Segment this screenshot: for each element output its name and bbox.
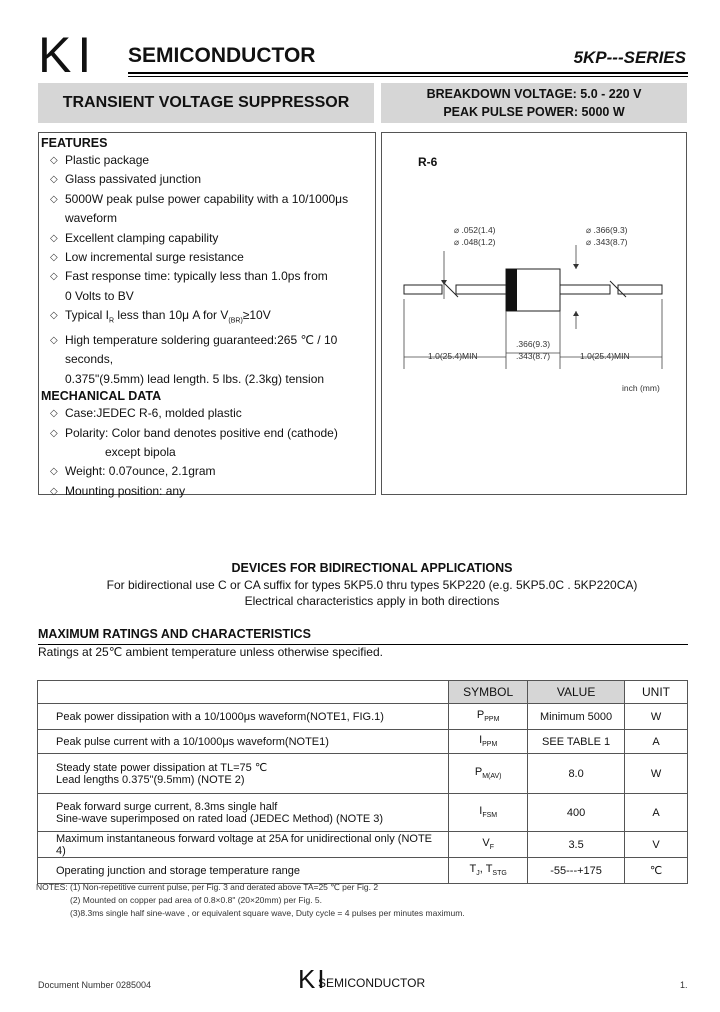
table-row: Steady state power dissipation at TL=75 ℃ Lead lengths 0.375"(9.5mm) (NOTE 2) $P_{M(AV)}$ 8.0 W (38, 754, 688, 794)
product-title: TRANSIENT VOLTAGE SUPPRESSOR (62, 94, 350, 111)
list-item: ◇ Low incremental surge resistance (41, 248, 371, 267)
left-lead-shape (404, 285, 442, 294)
list-item: ◇ Mounting position: any (41, 482, 371, 501)
symbol-header: SYMBOL (449, 681, 528, 704)
page-number: 1. (680, 980, 688, 990)
list-item: ◇ Fast response time: typically less than 1.0ps from (41, 267, 371, 286)
diamond-bullet-icon: ◇ (50, 271, 58, 283)
diamond-bullet-icon: ◇ (50, 466, 58, 478)
table-row: Maximum instantaneous forward voltage at 25A for unidirectional only (NOTE 4) $V_F$ 3.5 V (38, 832, 688, 858)
right-lead-shape-2 (618, 285, 662, 294)
unit-header: UNIT (625, 681, 688, 704)
diamond-bullet-icon: ◇ (50, 174, 58, 186)
features-title: FEATURES (41, 136, 108, 150)
list-item-continued: except bipola (105, 445, 176, 460)
right-lead-length: 1.0(25.4)MIN (580, 351, 630, 361)
left-lead-length: 1.0(25.4)MIN (428, 351, 478, 361)
table-row: Peak pulse current with a 10/1000μs waveform(NOTE1) $I_{PPM}$ SEE TABLE 1 A (38, 730, 688, 754)
mechanical-title: MECHANICAL DATA (41, 389, 162, 404)
list-item: ◇ Excellent clamping capability (41, 229, 371, 248)
footer-logo: KI (298, 964, 327, 994)
diamond-bullet-icon: ◇ (50, 335, 58, 347)
bidirectional-title: DEVICES FOR BIDIRECTIONAL APPLICATIONS (231, 561, 513, 575)
list-item: ◇ 5000W peak pulse power capability with a 10/1000μs (41, 190, 371, 209)
left-lead-shape-2 (456, 285, 506, 294)
ratings-note: Ratings at 25℃ ambient temperature unless otherwise specified. (38, 645, 383, 659)
list-item-continued: 0.375"(9.5mm) lead length. 5 lbs. (2.3kg) tension (65, 371, 325, 386)
list-item-continued: 0 Volts to BV (65, 288, 134, 303)
footer-brand: SEMICONDUCTOR (318, 976, 426, 990)
cathode-band-shape (506, 269, 517, 311)
list-item-continued: waveform (65, 211, 118, 226)
peak-pulse-power: PEAK PULSE POWER: 5000 W (443, 105, 625, 119)
body-length-max: .366(9.3) (516, 339, 551, 349)
diamond-bullet-icon: ◇ (50, 310, 58, 322)
lead-diameter-min: ⌀ .048(1.2) (454, 237, 496, 247)
header-rule-thin (128, 76, 688, 77)
note-3: (3)8.3ms single half sine-wave , or equivalent square wave, Duty cycle = 4 pulses per minutes maximum. (70, 908, 465, 918)
right-lead-shape (560, 285, 610, 294)
mechanical-list (41, 404, 371, 501)
header-rule (128, 72, 688, 74)
lead-diameter-max: ⌀ .052(1.4) (454, 225, 496, 235)
table-header-row (38, 681, 688, 704)
list-item: ◇ Weight: 0.07ounce, 2.1gram (41, 462, 371, 481)
features-list (41, 151, 371, 389)
package-label: R-6 (418, 155, 438, 169)
list-item-typical-ir: ◇ Typical $I_R$ less than 10μ A for $V_{(BR)}\ge 10V$ (50, 308, 271, 325)
body-diameter-min: ⌀ .343(8.7) (586, 237, 628, 247)
diamond-bullet-icon: ◇ (50, 252, 58, 264)
diamond-bullet-icon: ◇ (50, 485, 58, 497)
features-box (38, 132, 376, 498)
table-row: Peak forward surge current, 8.3ms single half Sine-wave superimposed on rated load (JEDEC Method) (NOTE 3) $I_{FSM}$ 400 A (38, 794, 688, 832)
list-item: ◇ Polarity: Color band denotes positive end (cathode) (41, 424, 371, 443)
series-title: 5KP---SERIES (573, 48, 686, 67)
diamond-bullet-icon: ◇ (50, 427, 58, 439)
document-number: Document Number 0285004 (38, 980, 152, 990)
diamond-bullet-icon: ◇ (50, 232, 58, 244)
body-length-min: .343(8.7) (516, 351, 551, 361)
brand-name: SEMICONDUCTOR (128, 44, 316, 67)
note-1: NOTES: (1) Non-repetitive current pulse, per Fig. 3 and derated above TA=25 ℃ per Fig. 2 (36, 882, 379, 892)
table-row: Peak power dissipation with a 10/1000μs waveform(NOTE1, FIG.1) $P_{PPM}$ Minimum 5000 W (38, 704, 688, 730)
unit-label: inch (mm) (622, 383, 660, 393)
body-diameter-max: ⌀ .366(9.3) (586, 225, 628, 235)
list-item: ◇ High temperature soldering guaranteed:265 ℃ / 10 seconds, (50, 333, 338, 367)
bidirectional-line-2: Electrical characteristics apply in both directions (244, 594, 500, 608)
company-logo: KI (38, 27, 98, 83)
diamond-bullet-icon: ◇ (50, 408, 58, 420)
list-item: ◇ Glass passivated junction (41, 170, 371, 189)
note-2: (2) Mounted on copper pad area of 0.8×0.8" (20×20mm) per Fig. 5. (70, 895, 323, 905)
list-item: ◇ Plastic package (41, 151, 371, 170)
diamond-bullet-icon: ◇ (50, 193, 58, 205)
diamond-bullet-icon: ◇ (50, 155, 58, 166)
ratings-title: MAXIMUM RATINGS AND CHARACTERISTICS (38, 627, 311, 641)
bidirectional-line-1: For bidirectional use C or CA suffix for types 5KP5.0 thru types 5KP220 (e.g. 5KP5.0C . 5KP220CA) (106, 578, 638, 592)
list-item: ◇ Case:JEDEC R-6, molded plastic (41, 404, 371, 423)
ratings-table (37, 680, 688, 884)
breakdown-voltage: BREAKDOWN VOLTAGE: 5.0 - 220 V (426, 87, 642, 101)
package-drawing-box (381, 132, 687, 495)
table-row: Operating junction and storage temperature range $T_J$, $T_{STG}$ -55---+175 ℃ (38, 858, 688, 884)
value-header: VALUE (528, 681, 625, 704)
spec-banner (381, 83, 687, 123)
product-banner (38, 83, 374, 123)
package-outline-drawing (382, 133, 686, 494)
